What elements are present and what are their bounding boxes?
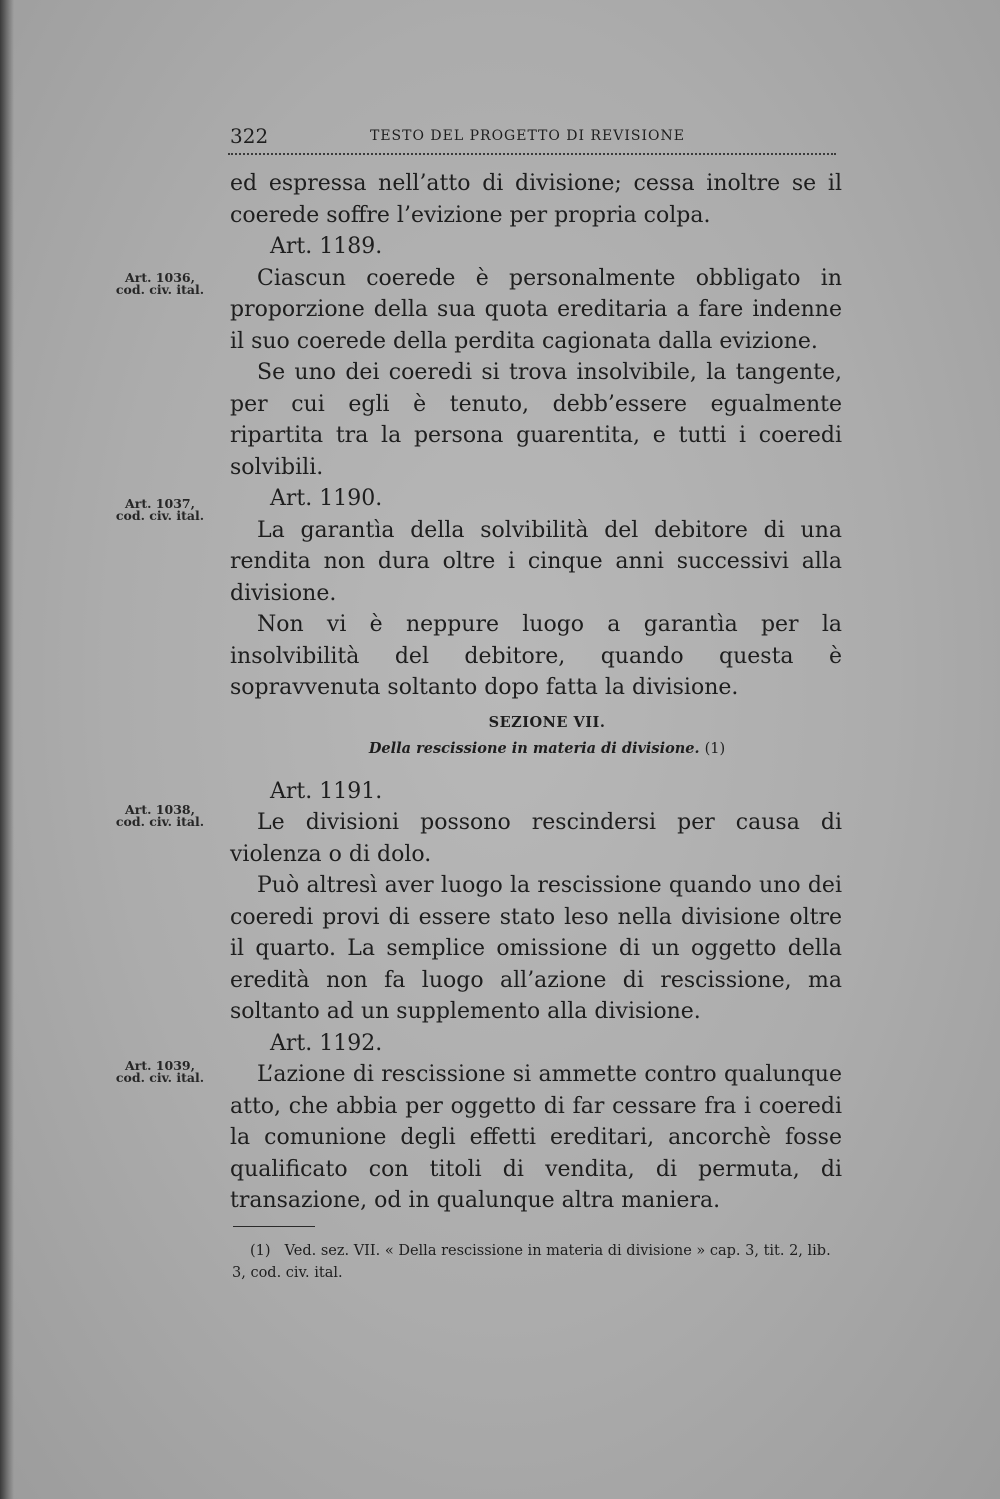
margin-note-line: Art. 1038, (125, 802, 195, 817)
footnote (232, 1240, 842, 1284)
article-1190-paragraph-1: La garantìa della solvibilità del debitore di una rendita non dura oltre i cinque anni successivi alla divisione. (230, 517, 842, 606)
margin-note-line: cod. civ. ital. (115, 508, 205, 523)
margin-note-line: cod. civ. ital. (115, 814, 205, 829)
section-subtitle (252, 738, 842, 760)
article-heading-1191: Art. 1191. (270, 778, 383, 804)
running-title: TESTO DEL PROGETTO DI REVISIONE (370, 128, 685, 144)
margin-note-art-1036 (108, 272, 212, 296)
page-header (230, 124, 840, 152)
margin-note-line: cod. civ. ital. (115, 1070, 205, 1085)
margin-note-art-1039 (108, 1060, 212, 1084)
section-subtitle-text: Della rescissione in materia di divisione. (368, 739, 700, 757)
margin-note-line: Art. 1039, (125, 1058, 195, 1073)
intro-paragraph: ed espressa nell’atto di divisione; cessa inoltre se il coerede soffre l’evizione per propria colpa. (230, 171, 842, 228)
margin-note-line: Art. 1036, (125, 270, 195, 285)
page-number: 322 (230, 124, 269, 148)
main-text (230, 168, 842, 1217)
header-rule (228, 153, 836, 155)
footnote-rule (233, 1226, 315, 1227)
article-1191-paragraph-2: Può altresì aver luogo la rescissione quando uno dei coeredi provi di essere stato leso nella divisione oltre il quarto. La semplice omissione di un oggetto della eredità non fa luogo all’azione di rescissione, ma soltanto ad un supplemento alla divisione. (230, 873, 842, 1024)
page-binding-shadow (0, 0, 14, 1499)
margin-note-line: cod. civ. ital. (115, 282, 205, 297)
margin-note-line: Art. 1037, (125, 496, 195, 511)
footnote-mark: (1) (250, 1243, 271, 1259)
article-1189-paragraph-2: Se uno dei coeredi si trova insolvibile, la tangente, per cui egli è tenuto, debb’essere egualmente ripartita tra la persona guarentita, e tutti i coeredi solvibili. (230, 360, 842, 480)
article-heading-1192: Art. 1192. (270, 1030, 383, 1056)
article-1192-paragraph-1: L’azione di rescissione si ammette contro qualunque atto, che abbia per oggetto di far cessare fra i coeredi la comunione degli effetti ereditari, ancorchè fosse qualificato con titoli di vendita, di permuta, di transazione, od in qualunque altra maniera. (230, 1062, 842, 1213)
article-heading-1190: Art. 1190. (270, 486, 383, 511)
article-heading-1189: Art. 1189. (270, 234, 383, 259)
section-title: SEZIONE VII. (488, 713, 606, 731)
margin-note-art-1037 (108, 498, 212, 522)
article-1189-paragraph-1: Ciascun coerede è personalmente obbligato in proporzione della sua quota ereditaria a fare indenne il suo coerede della perdita cagionata dalla evizione. (230, 265, 842, 354)
footnote-reference: (1) (704, 740, 726, 757)
article-1190-paragraph-2: Non vi è neppure luogo a garantìa per la insolvibilità del debitore, quando questa è sopravvenuta soltanto dopo fatta la divisione. (230, 612, 842, 700)
margin-note-art-1038 (108, 804, 212, 828)
footnote-text: Ved. sez. VII. « Della rescissione in materia di divisione » cap. 3, tit. 2, lib. 3, cod. civ. ital. (232, 1243, 831, 1281)
article-1191-paragraph-1: Le divisioni possono rescindersi per causa di violenza o di dolo. (230, 810, 842, 867)
